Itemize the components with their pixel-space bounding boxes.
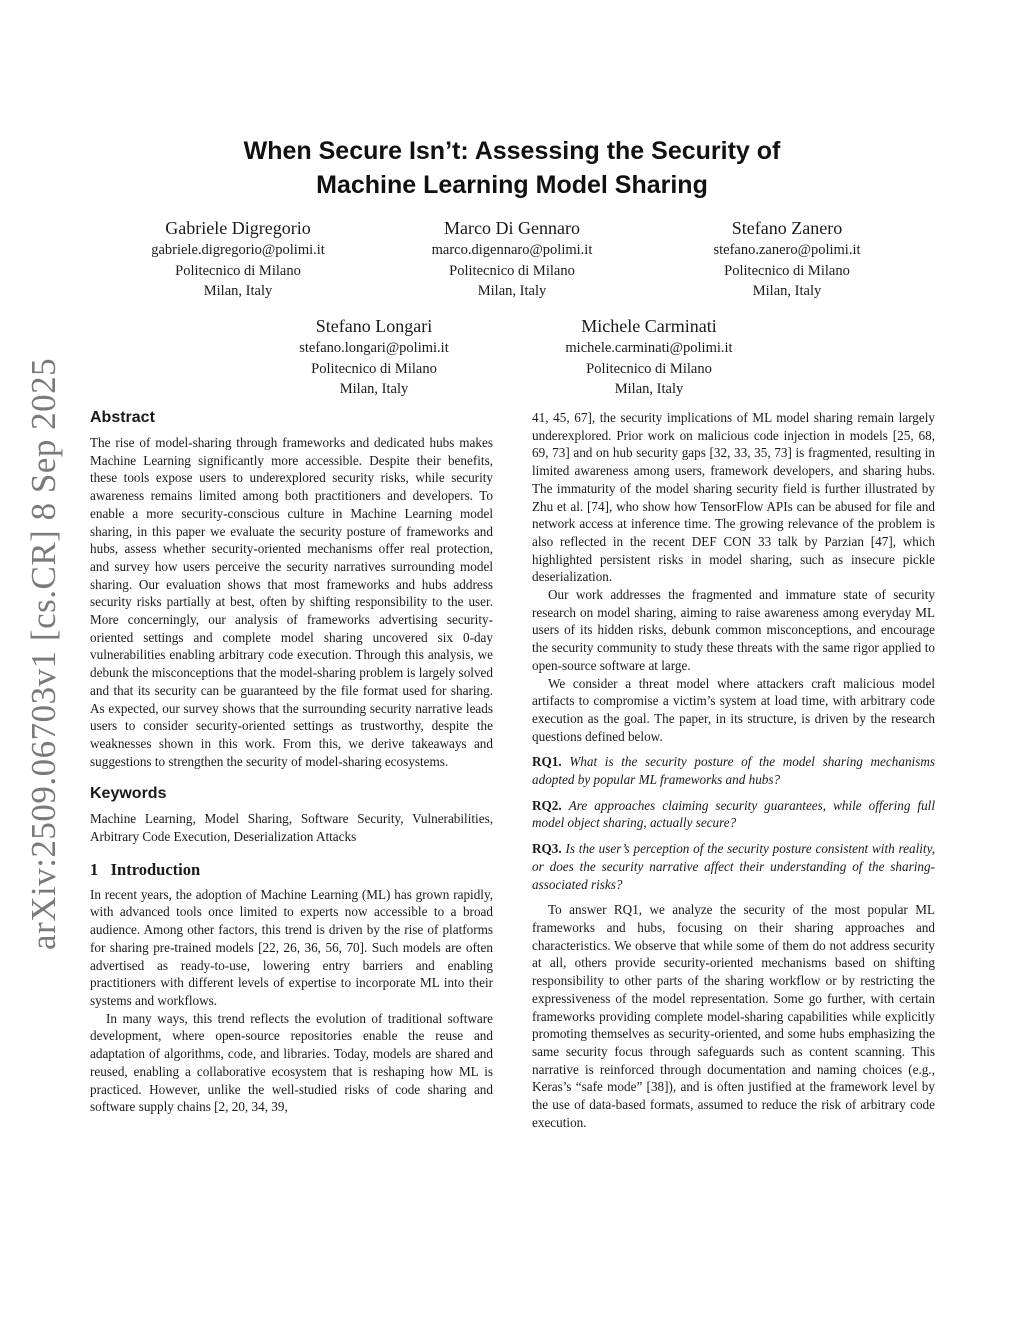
rq-label: RQ2.: [532, 797, 562, 813]
author-location: Milan, Italy: [477, 283, 547, 299]
right-column: [532, 409, 935, 1131]
intro-paragraph: In many ways, this trend reflects the evolution of traditional software development, where open-source repositories enable the reuse and adaptation of algorithms, code, and libraries. Today, models are shared and reused, enabling a collaborative ecosystem that is reshaping how ML is practiced. However, unlike the well-studied risks of code sharing and software supply chains [2, 20, 34, 39,: [90, 1010, 493, 1115]
research-question-2: [532, 797, 935, 832]
rq-label: RQ3.: [532, 841, 562, 857]
research-question-3: [532, 840, 935, 893]
author-location: Milan, Italy: [752, 283, 822, 299]
author-name: Marco Di Gennaro: [444, 218, 580, 238]
author-name: Gabriele Digregorio: [165, 218, 311, 238]
rq-label: RQ1.: [532, 754, 562, 770]
body-paragraph: Our work addresses the fragmented and immature state of security research on model sharing, aiming to raise awareness among everyday ML users of its hidden risks, debunk common misconceptions, and encourage the security community to study these threats with the same rigor applied to open-source software at large.: [532, 587, 935, 673]
author-affiliation: Politecnico di Milano: [175, 262, 301, 279]
author-affiliation: Politecnico di Milano: [586, 360, 712, 377]
author-block: [88, 216, 388, 302]
body-paragraph: 41, 45, 67], the security implications of ML model sharing remain largely underexplored. Prior work on malicious code injection in models [25, 68, 69, 73] and on hub security gaps [32, 33, 35, 73] is fragmented, resulting in limited awareness among users, framework developers, and sharing hubs. The immaturity of the model sharing security field is further illustrated by Zhu et al. [74], who show how TensorFlow APIs can be abused for file and network access at inference time. The growing relevance of the problem is also reflected in the recent DEF CON 33 talk by Parzian [47], which highlighted persistent risks in model sharing, such as insecure pickle deserialization.: [532, 410, 935, 585]
rq-text: What is the security posture of the model sharing mechanisms adopted by popular ML frameworks and hubs?: [532, 754, 935, 788]
abstract-heading: Abstract: [90, 409, 155, 426]
author-email[interactable]: michele.carminati@polimi.it: [565, 340, 733, 356]
author-block: [224, 314, 524, 400]
author-email[interactable]: stefano.zanero@polimi.it: [713, 242, 861, 258]
author-affiliation: Politecnico di Milano: [449, 262, 575, 279]
left-column: [90, 408, 493, 1116]
abstract-text: The rise of model-sharing through frameworks and dedicated hubs makes Machine Learning significantly more accessible. Despite their benefits, these tools expose users to underexplored security risks, while security awareness remains limited among both practitioners and developers. To enable a more security-conscious culture in Machine Learning model sharing, in this paper we evaluate the security posture of frameworks and hubs, assess whether security-oriented mechanisms offer real protection, and survey how users perceive the security narratives surrounding model sharing. Our evaluation shows that most frameworks and hubs address security risks partially at best, often by shifting responsibility to the user. More concerningly, our analysis of frameworks advertising security-oriented settings and complete model sharing uncovered six 0-day vulnerabilities enabling arbitrary code execution. Through this analysis, we debunk the misconceptions that the model-sharing problem is largely solved and that its security can be guaranteed by the file format used for sharing. As expected, our survey shows that the surrounding security narrative leads users to consider security-oriented settings as trustworthy, despite the weaknesses shown in this work. From this, we derive takeaways and suggestions to strengthen the security of model-sharing ecosystems.: [90, 435, 493, 769]
section-heading-introduction: 1 Introduction: [90, 859, 201, 879]
author-email[interactable]: stefano.longari@polimi.it: [299, 340, 449, 356]
author-block: [362, 216, 662, 302]
author-affiliation: Politecnico di Milano: [724, 262, 850, 279]
title-line-2: Machine Learning Model Sharing: [316, 171, 708, 199]
arxiv-stamp: arXiv:2509.06703v1 [cs.CR] 8 Sep 2025: [24, 357, 63, 950]
author-block: [499, 314, 799, 400]
research-question-1: [532, 753, 935, 788]
author-block: [637, 216, 937, 302]
title-line-1: When Secure Isn’t: Assessing the Security of: [243, 137, 781, 165]
rq-text: Are approaches claiming security guarantees, while offering full model object sharing, actually secure?: [532, 797, 936, 831]
rq-text: Is the user’s perception of the security posture consistent with reality, or does the security narrative affect their understanding of the sharing-associated risks?: [532, 841, 936, 892]
author-affiliation: Politecnico di Milano: [311, 360, 437, 377]
body-paragraph: We consider a threat model where attackers craft malicious model artifacts to compromise a victim’s system at load time, with arbitrary code execution as the goal. The paper, in its structure, is driven by the research questions defined below.: [532, 675, 935, 744]
body-paragraph: To answer RQ1, we analyze the security of the most popular ML frameworks and hubs, focusing on their sharing approaches and characteristics. We observe that while some of them do not address security at all, others provide security-oriented mechanisms based on shifting responsibility to other parts of the sharing workflow or by restricting the expressiveness of the model representation. Some go further, with certain frameworks providing complete model-sharing capabilities while explicitly promoting themselves as security-oriented, and some hubs emphasizing the same security focus through safeguards such as content scanning. This narrative is reinforced through documentation and naming choices (e.g., Keras’s “safe mode” [38]), and is often justified at the framework level by the use of data-based formats, assumed to reduce the risk of arbitrary code execution.: [532, 902, 935, 1130]
keywords-text: Machine Learning, Model Sharing, Software Security, Vulnerabilities, Arbitrary Code Execution, Deserialization Attacks: [90, 811, 493, 845]
author-name: Stefano Longari: [315, 316, 433, 336]
paper-title: [150, 134, 874, 202]
intro-paragraph: In recent years, the adoption of Machine Learning (ML) has grown rapidly, with advanced tools once limited to experts now accessible to a broad audience. Among other factors, this trend is driven by the rise of platforms for sharing pre-trained models [22, 26, 36, 56, 70]. Such models are often advertised as ready-to-use, lowering entry barriers and enabling practitioners with different levels of expertise to incorporate ML into their systems and workflows.: [90, 886, 493, 1008]
author-location: Milan, Italy: [339, 381, 409, 397]
author-location: Milan, Italy: [614, 381, 684, 397]
author-email[interactable]: marco.digennaro@polimi.it: [431, 242, 593, 258]
author-location: Milan, Italy: [203, 283, 273, 299]
author-name: Stefano Zanero: [731, 218, 843, 238]
author-email[interactable]: gabriele.digregorio@polimi.it: [151, 242, 325, 258]
author-name: Michele Carminati: [581, 316, 717, 336]
keywords-heading: Keywords: [90, 785, 167, 803]
